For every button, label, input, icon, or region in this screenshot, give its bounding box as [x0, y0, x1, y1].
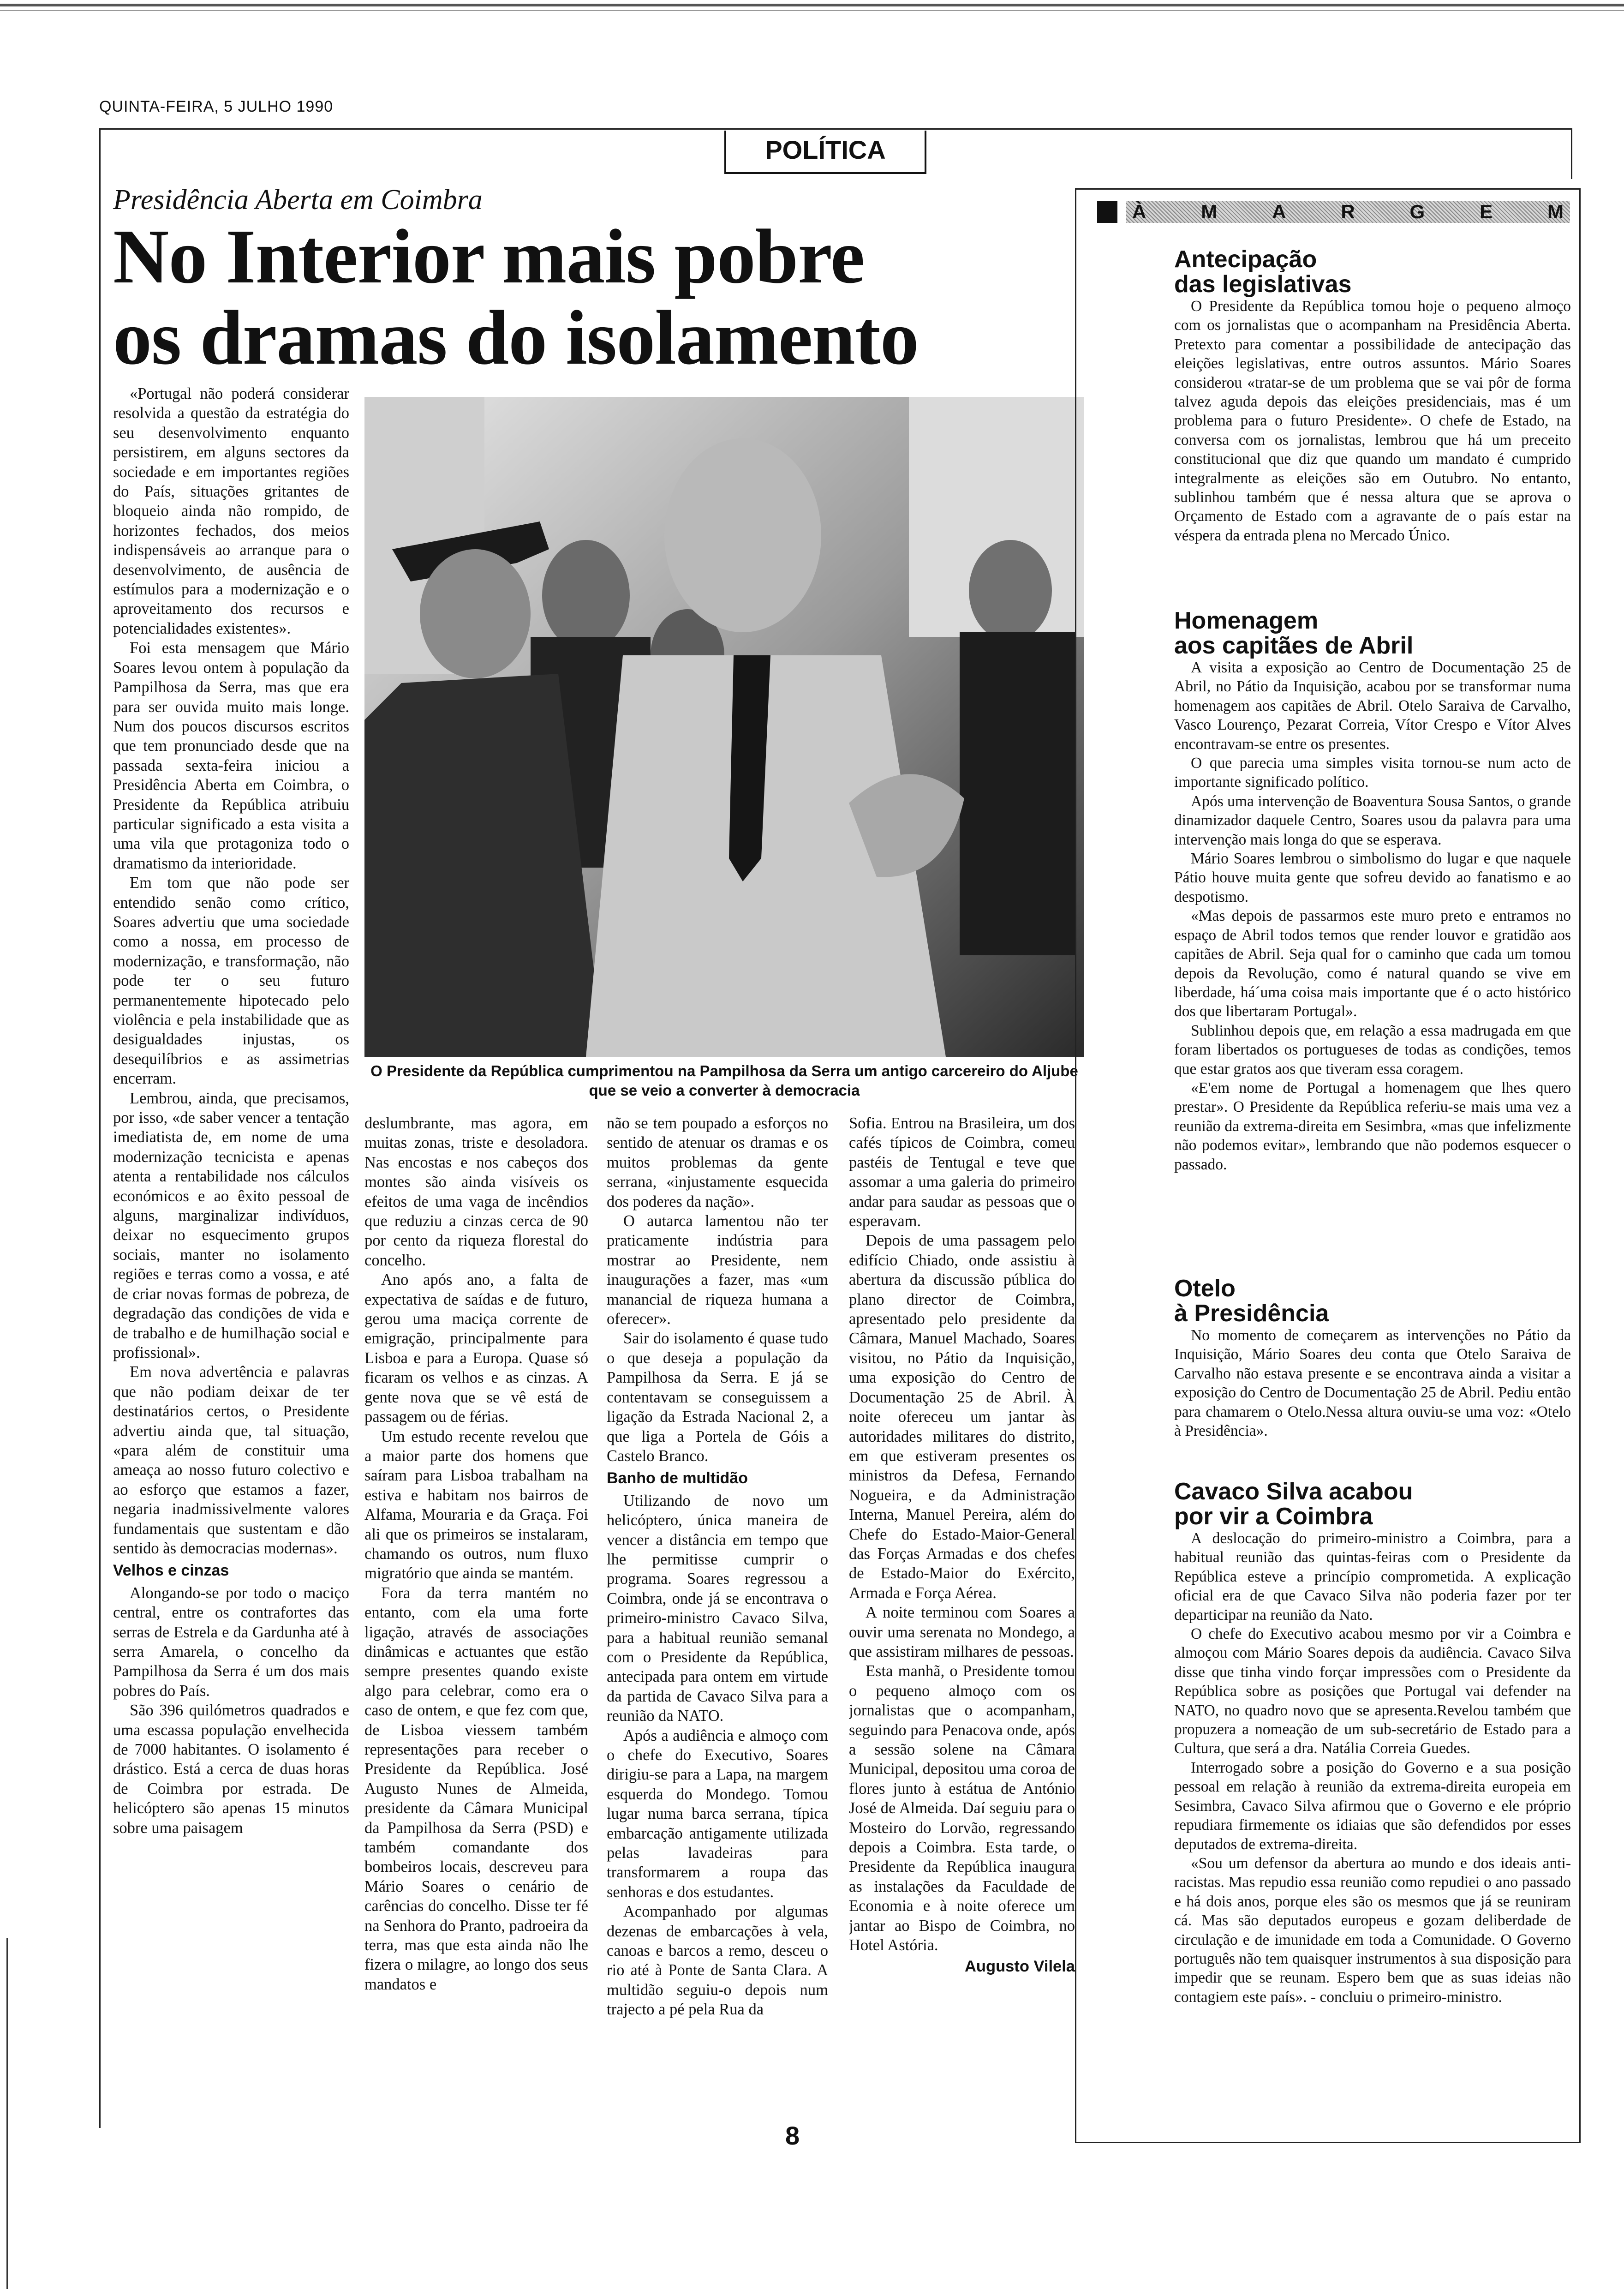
- paragraph: São 396 quilómetros quadrados e uma escassa população envelhecida de 7000 habitantes. O isolamento é drástico. Está a cerca de duas horas de Coimbra por estrada. De helicóptero são apenas 15 minutos sobre uma paisagem: [113, 1702, 349, 1837]
- paragraph: Sublinhou depois que, em relação a essa madrugada em que foram libertados os portugueses de todas as condições, temos que estar gratos aos que tiveram essa coragem.: [1174, 1022, 1571, 1078]
- paragraph: Acompanhado por algumas dezenas de embarcações à vela, canoas e barcos a remo, desceu o rio até à Ponte de Santa Clara. A multidão seguiu-o depois num trajecto a pé pela Rua da: [607, 1903, 828, 2019]
- title-line: por vir a Coimbra: [1174, 1503, 1373, 1530]
- banner-letter: R: [1341, 201, 1355, 222]
- title-line: Otelo: [1174, 1275, 1236, 1302]
- headline-line-2: os dramas do isolamento: [113, 295, 919, 381]
- subheading: Banho de multidão: [607, 1469, 748, 1487]
- photo-caption: O Presidente da República cumprimentou na Pampilhosa da Serra um antigo carcereiro do Aljube que se veio a converter à democracia: [370, 1062, 1078, 1099]
- dateline: QUINTA-FEIRA, 5 JULHO 1990: [99, 98, 334, 115]
- paragraph: «Sou um defensor da abertura ao mundo e dos ideais anti-racistas. Mas repudio essa reunião como repudiei o ano passado e há dois anos, porque eles são os mesmos que já se reuniram cá. Mas são deputados europeus e gozam deliberdade de circulação e de imunidade em toda a Comunidade. O Governo português não tem quaisquer instrumentos à sua disposição para impedir que se reunam. Espero bem que as suas ideias não contagiem este país». - concluiu o primeiro-ministro.: [1174, 1854, 1571, 2006]
- paragraph: Alongando-se por todo o maciço central, entre os contrafortes das serras de Estrela e da Gardunha até à serra Amarela, o concelho da Pampilhosa da Serra é um dos mais pobres do País.: [113, 1584, 349, 1700]
- banner-band: [1126, 201, 1570, 223]
- paragraph: «E'em nome de Portugal a homenagem que lhes quero prestar». O Presidente da República referiu-se mais uma vez a reunião da extrema-direita em Sesimbra, «mas que infelizmente não podemos evitar», lembrando que não podemos esquecer o passado.: [1174, 1079, 1571, 1173]
- paragraph: «Mas depois de passarmos este muro preto e entramos no espaço de Abril todos temos que render louvor e gratidão aos capitães de Abril. Seja qual for o caminho que cada um tomou depois da Revolução, como é natural quando se vive em liberdade, há´uma coisa mais importante que é o acto histórico dos que libertaram Portugal».: [1174, 907, 1571, 1020]
- paragraph: A noite terminou com Soares a ouvir uma serenata no Mondego, a que assistiram milhares de pessoas.: [849, 1604, 1075, 1660]
- paragraph: A deslocação do primeiro-ministro a Coimbra, para a habitual reunião das quintas-feiras com o Presidente da República esteve a princípio comprometida. A explicação oficial era de que Cavaco Silva não poderia fazer por ter departicipar na reunião da Nato.: [1174, 1530, 1571, 1624]
- paragraph: O chefe do Executivo acabou mesmo por vir a Coimbra e almoçou com Mário Soares depois da audiência. Cavaco Silva disse que tinha vindo forçar impressões com o Presidente da República sobre as posições que Portugal vai defender na NATO, no quadro novo que se apresenta.Revelou também que propuzera a nomeação de um sub-secretário de Estado para a Cultura, que será a dra. Natália Correia Guedes.: [1174, 1625, 1571, 1757]
- paragraph: não se tem poupado a esforços no sentido de atenuar os dramas e os muitos problemas da gente serrana, «injustamente esquecida dos poderes da nação».: [607, 1115, 828, 1210]
- paragraph: Sofia. Entrou na Brasileira, um dos cafés típicos de Coimbra, comeu pastéis de Tentugal e teve que assomar a uma galeria do primeiro andar para saudar as pessoas que o esperavam.: [849, 1115, 1075, 1230]
- banner-letter: G: [1409, 201, 1425, 222]
- paragraph: Sair do isolamento é quase tudo o que deseja a população da Pampilhosa da Serra. E já se contentavam se conseguissem a ligação da Estrada Nacional 2, a que liga a Portela de Góis a Castelo Branco.: [607, 1330, 828, 1465]
- article-headline: [113, 214, 919, 381]
- paragraph: Esta manhã, o Presidente tomou o pequeno almoço com os jornalistas que o acompanham, seguindo para Penacova onde, após a sessão solene na Câmara Municipal, depositou uma coroa de flores junto à estátua de António José de Almeida. Daí seguiu para o Mosteiro do Lorvão, regressando depois a Coimbra. Esta tarde, o Presidente da República inaugura as instalações da Faculdade de Economia e à noite oferece um jantar ao Bispo de Coimbra, no Hotel Astória.: [849, 1662, 1075, 1954]
- subheading: Velhos e cinzas: [113, 1562, 229, 1580]
- banner-letter: M: [1201, 201, 1218, 222]
- paragraph: Em tom que não pode ser entendido senão como crítico, Soares advertiu que uma sociedade como a nossa, em processo de modernização, e transformação, não pode ter o seu futuro permanentemente hipotecado pelo violência e pela instabilidade que as desigualdades injustas, os desequilíbrios e as assimetrias encerram.: [113, 874, 349, 1088]
- paragraph: O autarca lamentou não ter praticamente indústria para mostrar ao Presidente, nem inaugurações a fazer, mas «um manancial de riqueza humana a oferecer».: [607, 1212, 828, 1328]
- paragraph: Em nova advertência e palavras que não podiam deixar de ter destinatários certos, o Presidente advertiu ainda que, tal situação, «para além de constituir uma ameaça ao nosso futuro colectivo e ao esforço que estamos a fazer, negaria inadmissivelmente valores fundamentais que sustentam e dão sentido às democracias modernas».: [113, 1363, 349, 1557]
- paragraph: Lembrou, ainda, que precisamos, por isso, «de saber vencer a tentação imediatista de, em nome de uma modernização tecnicista e apenas atenta a rentabilidade nos cálculos económicos e ao êxito pessoal de alguns, marginalizar indivíduos, deixar no esquecimento grupos sociais, manter no isolamento regiões e terras como a vossa, e até de criar novas formas de pobreza, de degradação das condições de vida e de trabalho e de humilhação social e profissional».: [113, 1089, 349, 1361]
- article-column-2: [364, 1114, 588, 2087]
- sidebar-story-title: [1174, 1276, 1571, 1326]
- article-kicker: Presidência Aberta em Coimbra: [113, 184, 483, 216]
- banner-letter: M: [1547, 201, 1564, 222]
- paragraph: Utilizando de novo um helicóptero, única maneira de vencer a distância em tempo que lhe permitisse cumprir o programa. Soares regressou a Coimbra, onde já se encontrava o primeiro-ministro Cavaco Silva, para a habitual reunião semanal com o Presidente da República, antecipada para ontem em virtude da partida de Cavaco Silva para a reunião da NATO.: [607, 1492, 828, 1725]
- sidebar-story-title: [1174, 608, 1571, 658]
- frame-edge: [1571, 128, 1572, 179]
- title-line: Homenagem: [1174, 607, 1319, 634]
- title-line: à Presidência: [1174, 1300, 1329, 1327]
- paragraph: «Portugal não poderá considerar resolvida a questão da estratégia do seu desenvolvimento enquanto persistirem, em alguns sectores da sociedade e em importantes regiões do País, situações gritantes de bloqueio ainda não rompido, de horizontes fechados, dos meios indispensáveis ao arranque para o desenvolvimento, de ausência de estímulos para a modernização e o aproveitamento dos recursos e potencialidades existentes».: [113, 385, 349, 637]
- paragraph: No momento de começarem as intervenções no Pátio da Inquisição, Mário Soares deu conta que Otelo Saraiva de Carvalho não estava presente e se encontrava ainda a visitar a exposição do Centro de Documentação 25 de Abril. Pediu então para chamarem o Otelo.Nessa altura ouviu-se uma voz: «Otelo à Presidência».: [1174, 1327, 1571, 1440]
- paragraph: deslumbrante, mas agora, em muitas zonas, triste e desoladora. Nas encostas e nos cabeços dos montes são ainda visíveis os efeitos de uma vaga de incêndios que reduziu a cinzas cerca de 90 por cento da riqueza florestal do concelho.: [364, 1115, 588, 1269]
- paragraph: Depois de uma passagem pelo edifício Chiado, onde assistiu à abertura da discussão pública do plano director de Coimbra, apresentado pelo presidente da Câmara, Manuel Machado, Soares visitou, no Pátio da Inquisição, uma exposição do Centro de Documentação 25 de Abril. À noite ofereceu um jantar às autoridades militares do distrito, em que estiveram presentes os ministros da Defesa, Fernando Nogueira, e da Administração Interna, Manuel Pereira, além do Chefe do Estado-Maior-General das Forças Armadas e dos chefes de Estado-Maior do Exército, Armada e Força Aérea.: [849, 1232, 1075, 1602]
- paragraph: Um estudo recente revelou que a maior parte dos homens que saíram para Lisboa trabalham na estiva e habitam nos bairros de Alfama, Mouraria e da Graça. Foi ali que os primeiros se instalaram, chamando os outros, num fluxo migratório que ainda se mantém.: [364, 1427, 588, 1582]
- title-line: Cavaco Silva acabou: [1174, 1478, 1413, 1505]
- banner-square: [1097, 201, 1117, 223]
- paragraph: Ano após ano, a falta de expectativa de saídas e de futuro, gerou uma maciça corrente de emigração, principalmente para Lisboa e para a Europa. Quase só ficaram os velhos e as cinzas. A gente nova que se vê está de passagem ou de férias.: [364, 1271, 588, 1426]
- paragraph: Após uma intervenção de Boaventura Sousa Santos, o grande dinamizador daquele Centro, Soares usou da palavra para uma intervenção mais longa do que se esperava.: [1174, 792, 1571, 848]
- paragraph: Foi esta mensagem que Mário Soares levou ontem à população da Pampilhosa da Serra, mas que era para ser ouvida muito mais longe. Num dos poucos discursos escritos que tem pronunciado desde que na passada sexta-feira iniciou a Presidência Aberta em Coimbra, o Presidente da República atribuiu particular significado a esta visita a uma vila que protagoniza todo o dramatismo da interioridade.: [113, 639, 349, 872]
- sidebar-story-3: [1174, 1276, 1571, 1440]
- title-line: aos capitães de Abril: [1174, 632, 1414, 659]
- banner-letter: E: [1480, 201, 1493, 222]
- headline-line-1: No Interior mais pobre: [113, 214, 865, 300]
- title-line: Antecipação: [1174, 246, 1317, 273]
- paragraph: Após a audiência e almoço com o chefe do Executivo, Soares dirigiu-se para a Lapa, na margem esquerda do Mondego. Tomou lugar numa barca serrana, típica embarcação antigamente utilizada pelas lavadeiras para transformarem a roupa das senhoras e dos estudantes.: [607, 1726, 828, 1901]
- sidebar-story-title: [1174, 1479, 1571, 1529]
- paragraph: O que parecia uma simples visita tornou-se num acto de importante significado político.: [1174, 755, 1571, 791]
- paragraph: A visita a exposição ao Centro de Documentação 25 de Abril, no Pátio da Inquisição, acabou por se transformar numa homenagem aos capitães de Abril. Otelo Saraiva de Carvalho, Vasco Lourenço, Pezarat Correia, Vítor Crespo e Vítor Alves encontravam-se entre os presentes.: [1174, 659, 1571, 753]
- photo-illustration: [364, 397, 1084, 1057]
- paragraph: Interrogado sobre a posição do Governo e a sua posição pessoal em relação à reunião da extrema-direita europeia em Sesimbra, Cavaco Silva afirmou que o Governo e ele próprio repudiara firmemente os idiaias que são defendidos por esses deputados de extrema-direita.: [1174, 1759, 1571, 1853]
- sidebar-story-1: [1174, 247, 1571, 545]
- top-rule-thin: [0, 10, 1624, 11]
- title-line: das legislativas: [1174, 271, 1352, 298]
- article-column-1: [113, 384, 349, 2087]
- section-tag: POLÍTICA: [724, 131, 926, 174]
- paragraph: O Presidente da República tomou hoje o pequeno almoço com os jornalistas que o acompanham na Presidência Aberta. Pretexto para comentar a possibilidade de antecipação das eleições legislativas, entre outros assuntos. Mário Soares considerou «tratar-se de um problema que se vai pôr de forma talvez aguda depois das eleições presidenciais, mas é um problema para o futuro Presidente». O chefe de Estado, na conversa com os jornalistas, lembrou que há um preceito constitucional que diz que quando um mandato é cumprido integralmente as eleições são em Outubro. No entanto, sublinhou também que é nessa altura que se aprova o Orçamento de Estado com a agravante de o país estar na véspera da entrada plena no Mercado Único.: [1174, 298, 1571, 544]
- top-rule: [0, 4, 1624, 6]
- page-number: 8: [785, 2121, 800, 2150]
- paragraph: Mário Soares lembrou o simbolismo do lugar e que naquele Pátio houve muita gente que sofreu devido ao fanatismo e ao despotismo.: [1174, 850, 1571, 905]
- margin-line: [6, 1938, 8, 2289]
- article-photo: [364, 397, 1084, 1057]
- sidebar-story-4: [1174, 1479, 1571, 2007]
- sidebar-story-2: [1174, 608, 1571, 1174]
- sidebar-banner: [1097, 200, 1570, 224]
- article-column-3: [607, 1114, 828, 2087]
- sidebar-story-title: [1174, 247, 1571, 297]
- paragraph: Fora da terra mantém no entanto, com ela uma forte ligação, através de associações dinâmicas e actuantes que estão sempre presentes quando existe algo para celebrar, como era o caso de ontem, e que fez com que, de Lisboa viessem também representações para receber o Presidente da República. José Augusto Nunes de Almeida, presidente da Câmara Municipal da Pampilhosa da Serra (PSD) e também comandante dos bombeiros locais, descreveu para Mário Soares o cenário de carências do concelho. Disse ter fé na Senhora do Pranto, padroeira da terra, mas que esta ainda não lhe fizera o milagre, ao longo dos seus mandatos e: [364, 1584, 588, 1993]
- byline: Augusto Vilela: [965, 1958, 1075, 1976]
- article-column-4: [849, 1114, 1075, 2101]
- banner-letter: À: [1132, 201, 1146, 222]
- banner-letter: A: [1272, 201, 1286, 222]
